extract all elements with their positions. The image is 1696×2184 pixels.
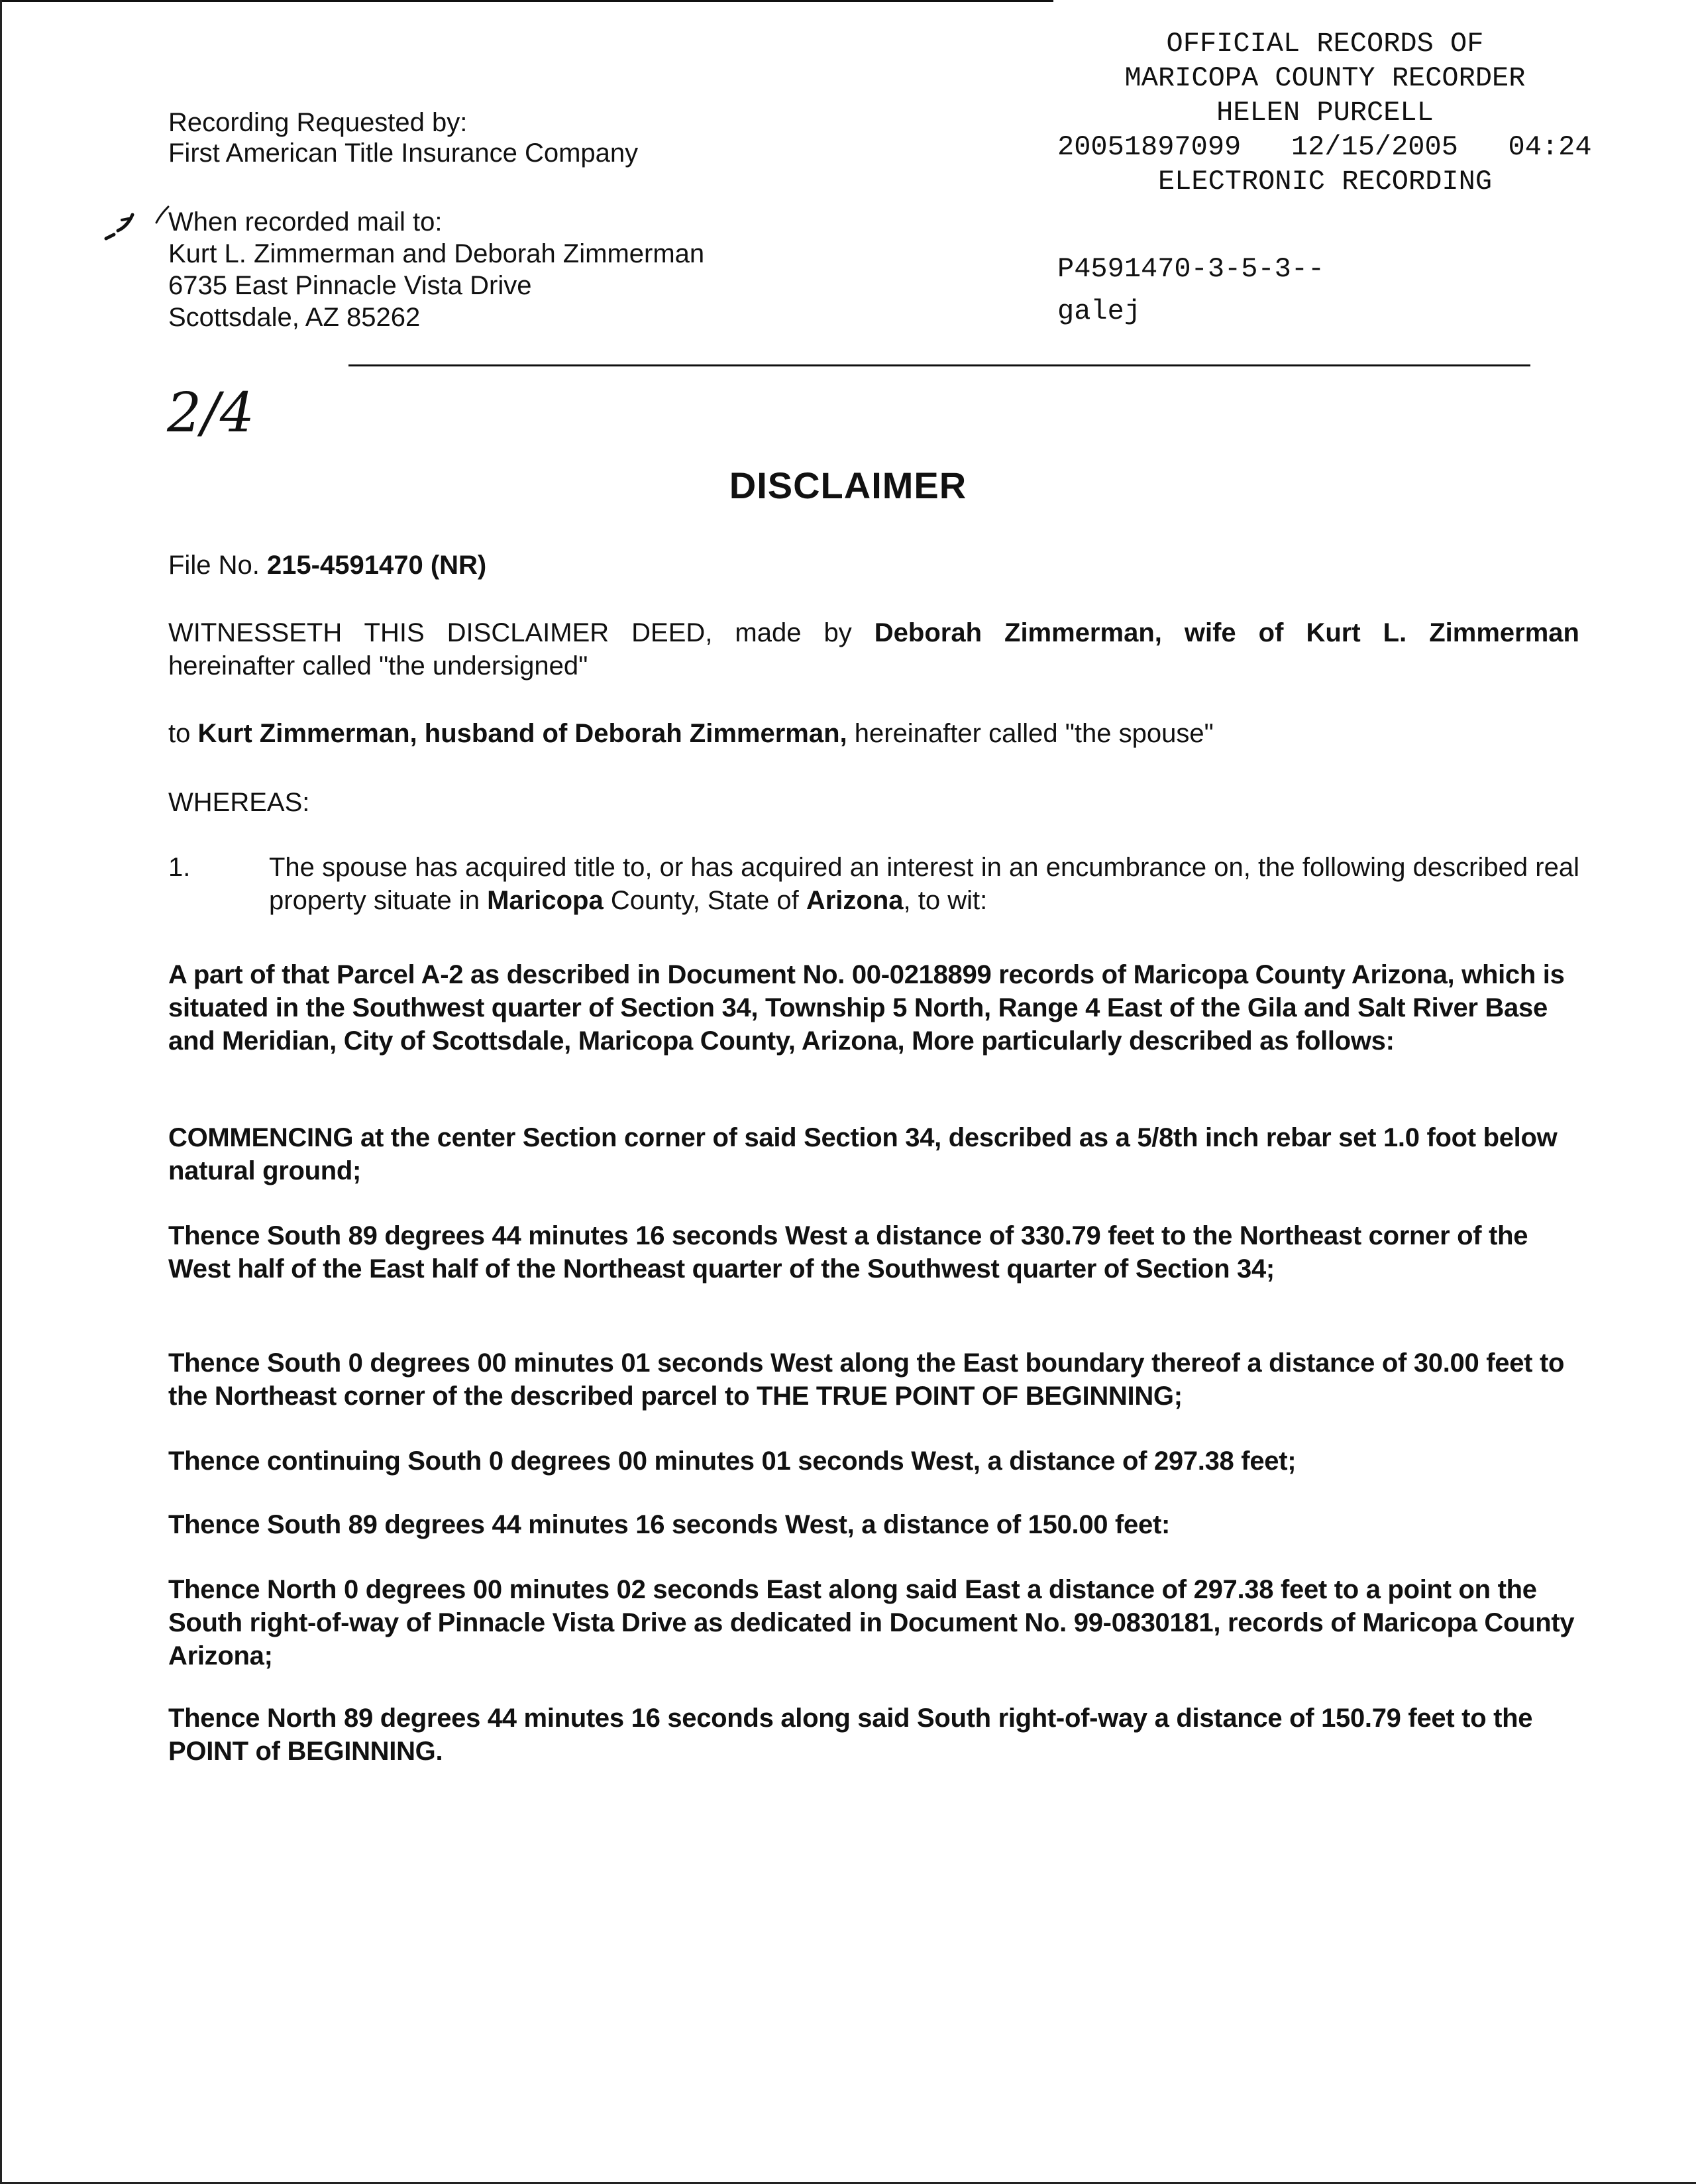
recording-number: 20051897099 — [1057, 131, 1242, 163]
recording-clerk: galej — [1057, 296, 1141, 327]
recorder-stamp — [1053, 27, 1597, 130]
legal-paragraph-7: Thence North 0 degrees 00 minutes 02 seconds East along said East a distance of 297.38 feet to a point on the South right-of-way of Pinnacle Vista Drive as dedicated in Document No. 99-0830181, records of Maricopa County Arizona; — [168, 1575, 1575, 1670]
recording-code: P4591470-3-5-3-- — [1057, 253, 1325, 285]
legal-paragraph-8: Thence North 89 degrees 44 minutes 16 seconds along said South right-of-way a distance of 150.79 feet to the POINT of BEGINNING. — [168, 1704, 1533, 1766]
recorder-line-2: MARICOPA COUNTY RECORDER — [1124, 62, 1526, 94]
recording-requested-label: Recording Requested by: — [168, 108, 468, 137]
recorder-line-1: OFFICIAL RECORDS OF — [1166, 28, 1484, 60]
recording-type: ELECTRONIC RECORDING — [1157, 166, 1493, 197]
item-1-text-a: The spouse has acquired title to, or has acquired an interest in an encumbrance on, the following described real property situate in — [269, 853, 1579, 915]
item-1-text — [269, 851, 1579, 917]
file-number-line — [168, 549, 486, 582]
spouse-outro: hereinafter called "the spouse" — [854, 719, 1214, 748]
item-1-state: Arizona — [806, 886, 904, 915]
witnesseth-paragraph — [168, 616, 1579, 649]
header-divider — [348, 364, 1530, 366]
document-title: DISCLAIMER — [729, 464, 967, 506]
witnesseth-party: Deborah Zimmerman, wife of Kurt L. Zimmerman — [874, 618, 1579, 647]
legal-paragraph-5: Thence continuing South 0 degrees 00 minutes 01 seconds West, a distance of 297.38 feet; — [168, 1447, 1297, 1476]
legal-paragraph-2: COMMENCING at the center Section corner of said Section 34, described as a 5/8th inch rebar set 1.0 foot below natural ground; — [168, 1123, 1558, 1185]
item-1-text-b: County, State of — [610, 886, 799, 915]
mail-to-street: 6735 East Pinnacle Vista Drive — [168, 271, 532, 300]
handwritten-checkmark-icon — [99, 200, 172, 253]
spouse-to: to — [168, 719, 191, 748]
recording-date: 12/15/2005 — [1291, 131, 1458, 163]
legal-paragraph-1: A part of that Parcel A-2 as described in Document No. 00-0218899 records of Maricopa County Arizona, which is situated in the Southwest quarter of Section 34, Township 5 North, Range 4 East of the Gila and Salt River Base and Meridian, City of Scottsdale, Maricopa County, Arizona, More particularly described as follows: — [168, 960, 1565, 1056]
left-edge-line — [0, 0, 2, 2184]
recording-requested-by: First American Title Insurance Company — [168, 138, 639, 168]
legal-paragraph-4: Thence South 0 degrees 00 minutes 01 seconds West along the East boundary thereof a distance of 30.00 feet to the Northeast corner of the described parcel to THE TRUE POINT OF BEGINNING; — [168, 1348, 1565, 1411]
mail-to-name: Kurt L. Zimmerman and Deborah Zimmerman — [168, 239, 705, 268]
item-1-number: 1. — [168, 853, 191, 882]
mail-to-city: Scottsdale, AZ 85262 — [168, 303, 421, 332]
witnesseth-outro: hereinafter called "the undersigned" — [168, 651, 588, 681]
recorder-line-3: HELEN PURCELL — [1216, 97, 1434, 129]
spouse-paragraph — [168, 717, 1579, 750]
recording-number-line — [1057, 130, 1592, 164]
legal-paragraph-6: Thence South 89 degrees 44 minutes 16 seconds West, a distance of 150.00 feet: — [168, 1510, 1170, 1539]
top-edge-line — [0, 0, 1053, 2]
legal-paragraph-3: Thence South 89 degrees 44 minutes 16 seconds West a distance of 330.79 feet to the Northeast corner of the West half of the East half of the Northeast quarter of the Southwest quarter of Section 34; — [168, 1221, 1528, 1283]
recording-time: 04:24 — [1508, 131, 1592, 163]
spouse-party: Kurt Zimmerman, husband of Deborah Zimmerman, — [197, 719, 847, 748]
mail-to-label: When recorded mail to: — [168, 207, 443, 237]
file-number-label: File No. — [168, 551, 260, 580]
witnesseth-intro: WITNESSETH THIS DISCLAIMER DEED, made by — [168, 618, 852, 647]
whereas-heading: WHEREAS: — [168, 788, 310, 817]
item-1-county: Maricopa — [487, 886, 604, 915]
handwritten-page-note: 2/4 — [167, 382, 254, 445]
file-number: 215-4591470 (NR) — [266, 551, 487, 580]
item-1-text-c: , to wit: — [903, 886, 988, 915]
